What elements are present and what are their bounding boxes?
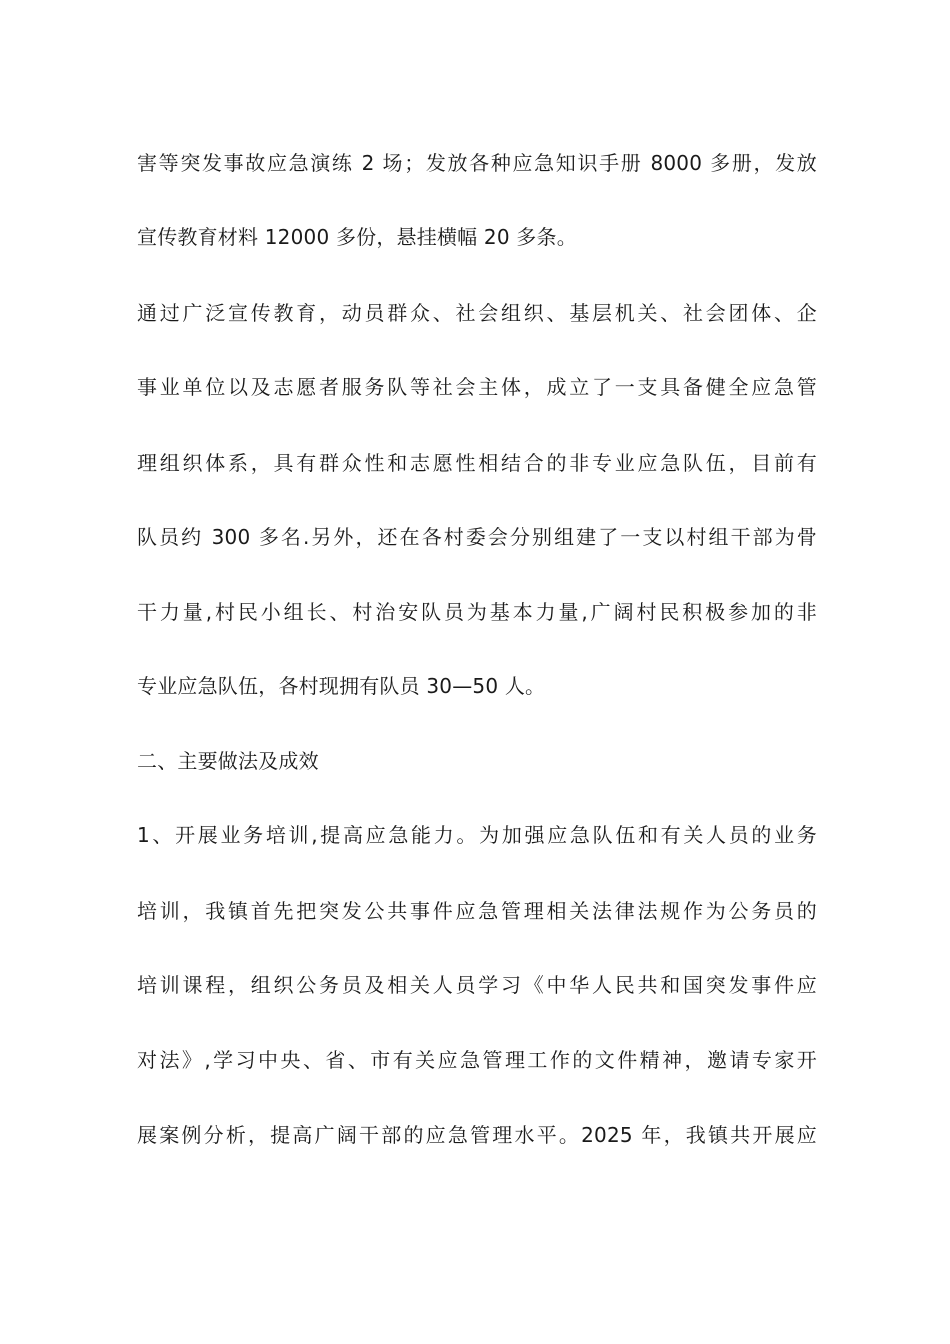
text-line-3: 通过广泛宣传教育，动员群众、社会组织、基层机关、社会团体、企 <box>137 301 817 325</box>
text-line-12: 培训课程，组织公务员及相关人员学习《中华人民共和国突发事件应 <box>137 973 817 997</box>
text-line-10: 1、开展业务培训,提高应急能力。为加强应急队伍和有关人员的业务 <box>137 823 817 847</box>
text-line-8: 专业应急队伍，各村现拥有队员 30—50 人。 <box>137 674 546 698</box>
text-line-1: 害等突发事故应急演练 2 场；发放各种应急知识手册 8000 多册，发放 <box>137 151 817 175</box>
text-line-6: 队员约 300 多名.另外，还在各村委会分别组建了一支以村组干部为骨 <box>137 525 817 549</box>
text-line-4: 事业单位以及志愿者服务队等社会主体，成立了一支具备健全应急管 <box>137 375 817 399</box>
text-line-11: 培训，我镇首先把突发公共事件应急管理相关法律法规作为公务员的 <box>137 899 817 923</box>
section-heading: 二、主要做法及成效 <box>137 749 319 773</box>
text-line-13: 对法》,学习中央、省、市有关应急管理工作的文件精神，邀请专家开 <box>137 1048 817 1072</box>
text-line-14: 展案例分析，提高广阔干部的应急管理水平。2025 年，我镇共开展应 <box>137 1123 817 1147</box>
text-line-7: 干力量,村民小组长、村治安队员为基本力量,广阔村民积极参加的非 <box>137 600 817 624</box>
text-line-5: 理组织体系，具有群众性和志愿性相结合的非专业应急队伍，目前有 <box>137 451 817 475</box>
text-line-2: 宣传教育材料 12000 多份，悬挂横幅 20 多条。 <box>137 225 577 249</box>
